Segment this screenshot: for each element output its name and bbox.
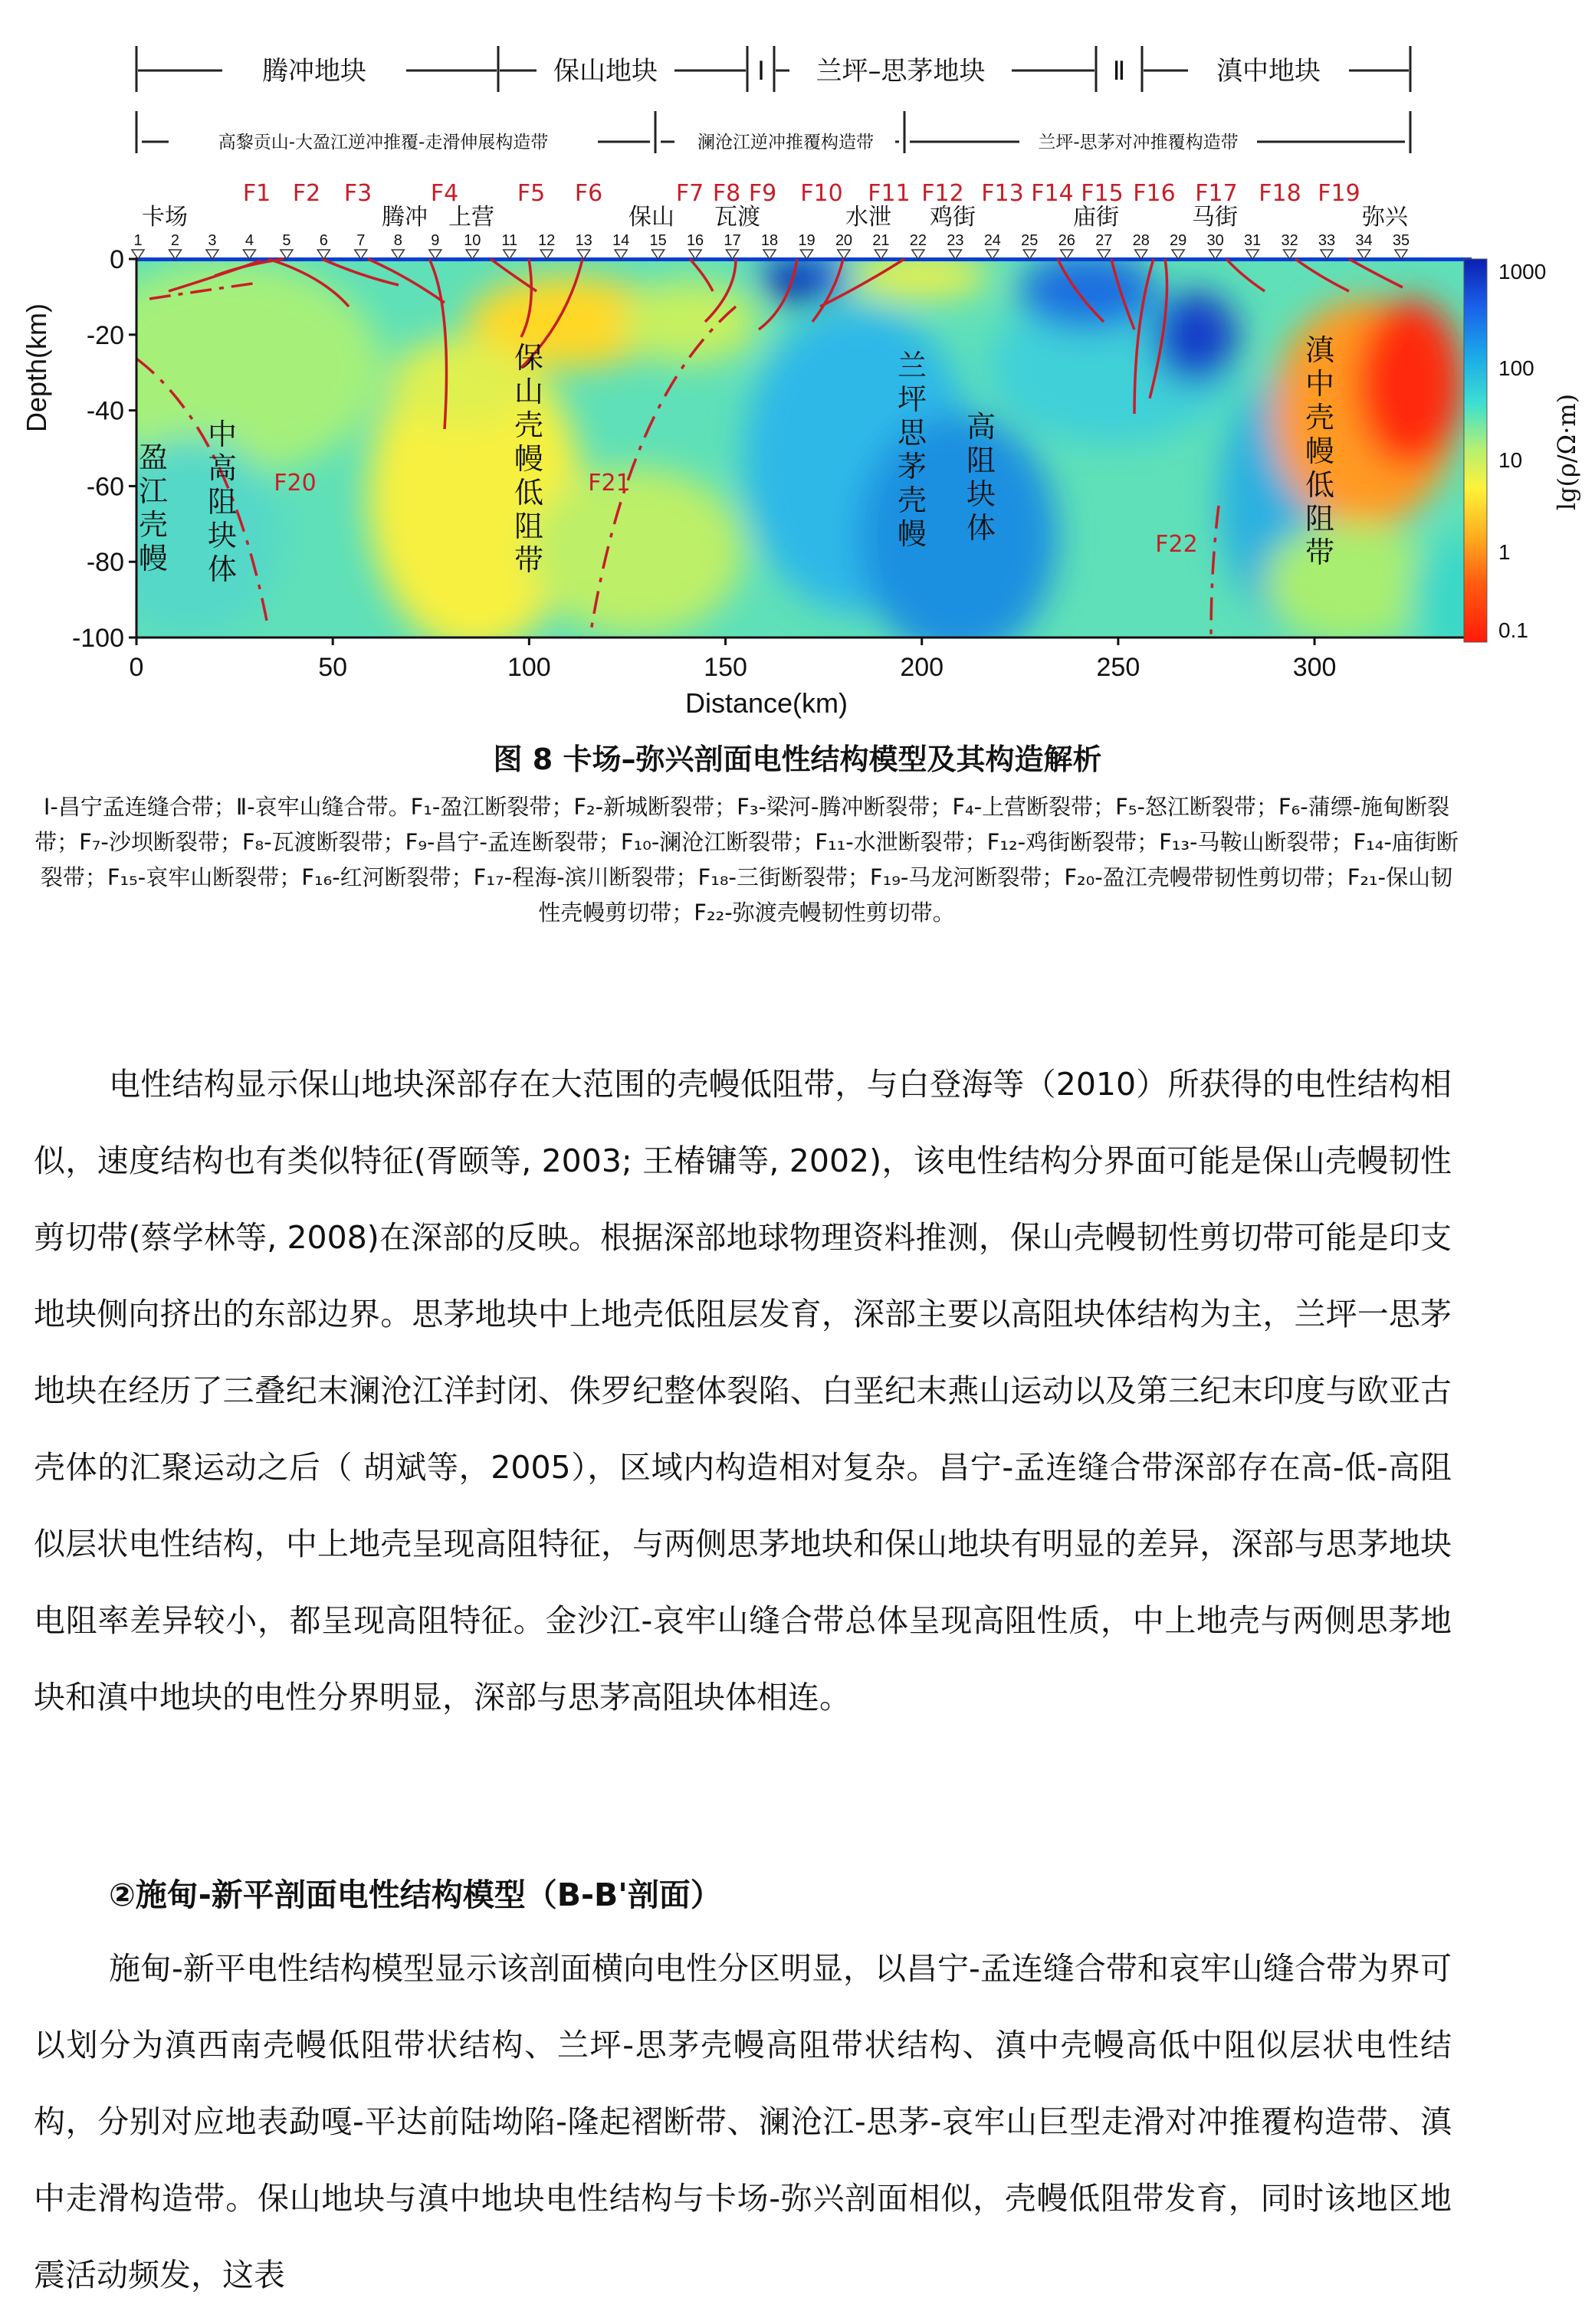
station-number: 6 <box>319 232 328 249</box>
station-number: 23 <box>947 232 964 249</box>
station-number: 34 <box>1355 232 1373 249</box>
section-label-baoshan: 保山壳幔低阻带 <box>514 341 544 577</box>
station-number: 17 <box>724 232 741 249</box>
place-name: 卡场 <box>142 204 188 231</box>
x-tick-label: 100 <box>507 653 551 682</box>
y-tick-label: -80 <box>86 548 124 578</box>
place-name: 弥兴 <box>1362 204 1408 231</box>
fault-label-f20: F20 <box>274 470 317 497</box>
station-number: 21 <box>872 232 890 249</box>
station-number: 24 <box>983 232 1001 249</box>
section-label-yingjiang: 盈江壳幔 <box>138 441 169 575</box>
place-name: 瓦渡 <box>714 204 760 231</box>
fault-label: F2 <box>292 180 321 207</box>
fault-label: F5 <box>517 180 546 207</box>
station-number: 19 <box>798 232 816 249</box>
colorbar-tick: 1000 <box>1498 260 1547 284</box>
zone-label-lancangjiang: 澜沧江逆冲推覆构造带 <box>697 133 874 152</box>
station-number: 13 <box>575 232 592 249</box>
fault-label-f22: F22 <box>1155 531 1198 558</box>
station-number: 9 <box>431 232 440 249</box>
figure-legend: Ⅰ-昌宁孟连缝合带；Ⅱ-哀牢山缝合带。F₁-盈江断裂带；F₂-新城断裂带；F₃-梁河-腾冲断裂带；F₄-上营断裂带；F₅-怒江断裂带；F₆-蒲缥-施甸断裂带；F₇-沙坝断裂带；F₈-瓦渡断裂带；F₉-昌宁-孟连断裂带；F₁₀-澜沧江断裂带；F₁₁-水泄断裂带；F₁₂-鸡街断裂带；F₁₃-马鞍山断裂带；F₁₄-庙街断裂带；F₁₅-哀牢山断裂带；F₁₆-红河断裂带；F₁₇-程海-滨川断裂带；F₁₈-三街断裂带；F₁₉-马龙河断裂带；F₂₀-盈江壳幔带韧性剪切带；F₂₁-保山韧性壳幔剪切带；F₂₂-弥渡壳幔韧性剪切带。 <box>34 794 1459 926</box>
y-tick-label: -100 <box>71 624 124 653</box>
station-number: 26 <box>1058 232 1075 249</box>
station-number: 25 <box>1021 232 1039 249</box>
section-label-dianzhong: 滇中壳幔低阻带 <box>1305 333 1335 569</box>
block-label-lanping-simao: 兰坪–思茅地块 <box>816 56 986 87</box>
fault-label: F10 <box>800 180 843 207</box>
fault-label: F15 <box>1081 180 1124 207</box>
colorbar-tick: 0.1 <box>1498 618 1528 642</box>
x-tick-label: 300 <box>1292 653 1337 682</box>
place-name: 腾冲 <box>382 204 428 231</box>
suture-label-1: Ⅰ <box>756 56 766 87</box>
fault-label: F11 <box>868 180 911 207</box>
fault-label: F6 <box>574 180 603 207</box>
colorbar-label: lg(ρ/Ω·m) <box>1552 393 1581 511</box>
section-label-zhonggao: 中高阻块体 <box>207 418 238 586</box>
x-tick-label: 200 <box>900 653 944 682</box>
fault-label: F19 <box>1318 180 1360 207</box>
y-tick-label: -20 <box>86 320 124 350</box>
fault-label: F7 <box>675 180 704 207</box>
place-name: 上营 <box>448 204 494 231</box>
zone-label-gaoligong: 高黎贡山-大盈江逆冲推覆-走滑伸展构造带 <box>218 133 549 152</box>
station-number: 32 <box>1281 232 1298 249</box>
x-tick-label: 250 <box>1096 653 1140 682</box>
station-number: 11 <box>501 232 518 249</box>
y-tick-label: -60 <box>86 472 124 502</box>
section-heading: ②施甸-新平剖面电性结构模型（B-B'剖面） <box>109 1877 722 1913</box>
station-number: 4 <box>245 232 254 249</box>
station-number: 30 <box>1206 232 1224 249</box>
body-paragraph: 施甸-新平电性结构模型显示该剖面横向电性分区明显，以昌宁-孟连缝合带和哀牢山缝合带为界可以划分为滇西南壳幔低阻带状结构、兰坪-思茅壳幔高阻带状结构、滇中壳幔高低中阻似层状电性结构，分别对应地表勐嘎-平达前陆坳陷-隆起褶断带、澜沧江-思茅-哀牢山巨型走滑对冲推覆构造带、滇中走滑构造带。保山地块与滇中地块电性结构与卡场-弥兴剖面相似，壳幔低阻带发育，同时该地区地震活动频发，这表 <box>34 1950 1452 2293</box>
station-number: 28 <box>1132 232 1150 249</box>
station-number: 29 <box>1170 232 1187 249</box>
station-number: 18 <box>760 232 779 249</box>
colorbar <box>1464 259 1487 642</box>
place-name: 保山 <box>628 204 674 231</box>
fault-label: F17 <box>1195 180 1238 207</box>
fault-label: F14 <box>1031 180 1074 207</box>
block-label-dianzhong: 滇中地块 <box>1216 56 1321 87</box>
place-name: 马街 <box>1192 204 1238 231</box>
station-number: 3 <box>208 232 217 249</box>
station-number: 31 <box>1243 232 1262 249</box>
x-tick-label: 150 <box>704 653 747 682</box>
block-label-baoshan: 保山地块 <box>553 56 658 87</box>
colorbar-tick: 10 <box>1498 448 1523 472</box>
y-tick-label: 0 <box>110 245 124 274</box>
block-label-tengchong: 腾冲地块 <box>262 56 366 87</box>
station-number: 7 <box>356 232 366 249</box>
station-number: 20 <box>835 232 853 249</box>
fault-label: F12 <box>921 180 964 207</box>
place-name: 鸡街 <box>930 204 976 231</box>
resistivity-section-figure <box>0 0 1595 736</box>
colorbar-tick: 1 <box>1498 540 1511 564</box>
figure-caption: 图 8 卡场–弥兴剖面电性结构模型及其构造解析 <box>493 742 1102 776</box>
station-number: 33 <box>1318 232 1336 249</box>
station-number: 27 <box>1095 232 1113 249</box>
fault-label: F4 <box>430 180 459 207</box>
y-axis-label: Depth(km) <box>21 303 52 433</box>
station-number: 1 <box>133 232 143 249</box>
suture-label-2: Ⅱ <box>1112 56 1126 87</box>
resistivity-model-image <box>77 253 1502 659</box>
station-number: 15 <box>649 232 667 249</box>
y-tick-label: -40 <box>86 396 124 426</box>
fault-label: F9 <box>748 180 777 207</box>
section-label-gaozu: 高阻块体 <box>966 410 996 545</box>
fault-label-f21: F21 <box>588 470 631 497</box>
station-number: 22 <box>909 232 927 249</box>
station-number: 10 <box>464 232 481 249</box>
station-number: 14 <box>612 232 630 249</box>
place-name: 水泄 <box>845 204 891 231</box>
fault-label: F13 <box>981 180 1024 207</box>
station-number: 2 <box>170 232 180 249</box>
x-tick-label: 0 <box>129 653 144 682</box>
zone-label-lanping-simao: 兰坪-思茅对冲推覆构造带 <box>1038 133 1239 152</box>
section-label-lanping: 兰坪思茅壳幔 <box>897 349 927 551</box>
station-number: 16 <box>686 232 704 249</box>
station-number: 35 <box>1392 232 1410 249</box>
fault-label: F1 <box>242 180 271 207</box>
station-number: 8 <box>393 232 402 249</box>
fault-label: F3 <box>343 180 372 207</box>
colorbar-tick: 100 <box>1498 356 1534 380</box>
fault-label: F8 <box>712 180 741 207</box>
x-tick-label: 50 <box>318 653 348 682</box>
body-paragraph: 电性结构显示保山地块深部存在大范围的壳幔低阻带，与白登海等（2010）所获得的电性结构相似，速度结构也有类似特征(胥颐等, 2003; 王椿镛等, 2002)，该电性结构分界面可能是保山壳幔韧性剪切带(蔡学林等, 2008)在深部的反映。根据深部地球物理资料推测，保山壳幔韧性剪切带可能是印支地块侧向挤出的东部边界。思茅地块中上地壳低阻层发育，深部主要以高阻块体结构为主，兰坪一思茅地块在经历了三叠纪末澜沧江洋封闭、侏罗纪整体裂陷、白垩纪末燕山运动以及第三纪末印度与欧亚古壳体的汇聚运动之后（ 胡斌等，2005），区域内构造相对复杂。昌宁-孟连缝合带深部存在高-低-高阻似层状电性结构，中上地壳呈现高阻特征，与两侧思茅地块和保山地块有明显的差异，深部与思茅地块电阻率差异较小，都呈现高阻特征。金沙江-哀牢山缝合带总体呈现高阻性质，中上地壳与两侧思茅地块和滇中地块的电性分界明显，深部与思茅高阻块体相连。 <box>34 1066 1452 1716</box>
station-number: 12 <box>538 232 556 249</box>
x-axis-label: Distance(km) <box>684 687 848 719</box>
fault-label: F16 <box>1133 180 1176 207</box>
station-number: 5 <box>282 232 291 249</box>
place-name: 庙街 <box>1073 204 1119 231</box>
fault-label: F18 <box>1259 180 1301 207</box>
station-markers <box>132 232 1410 259</box>
